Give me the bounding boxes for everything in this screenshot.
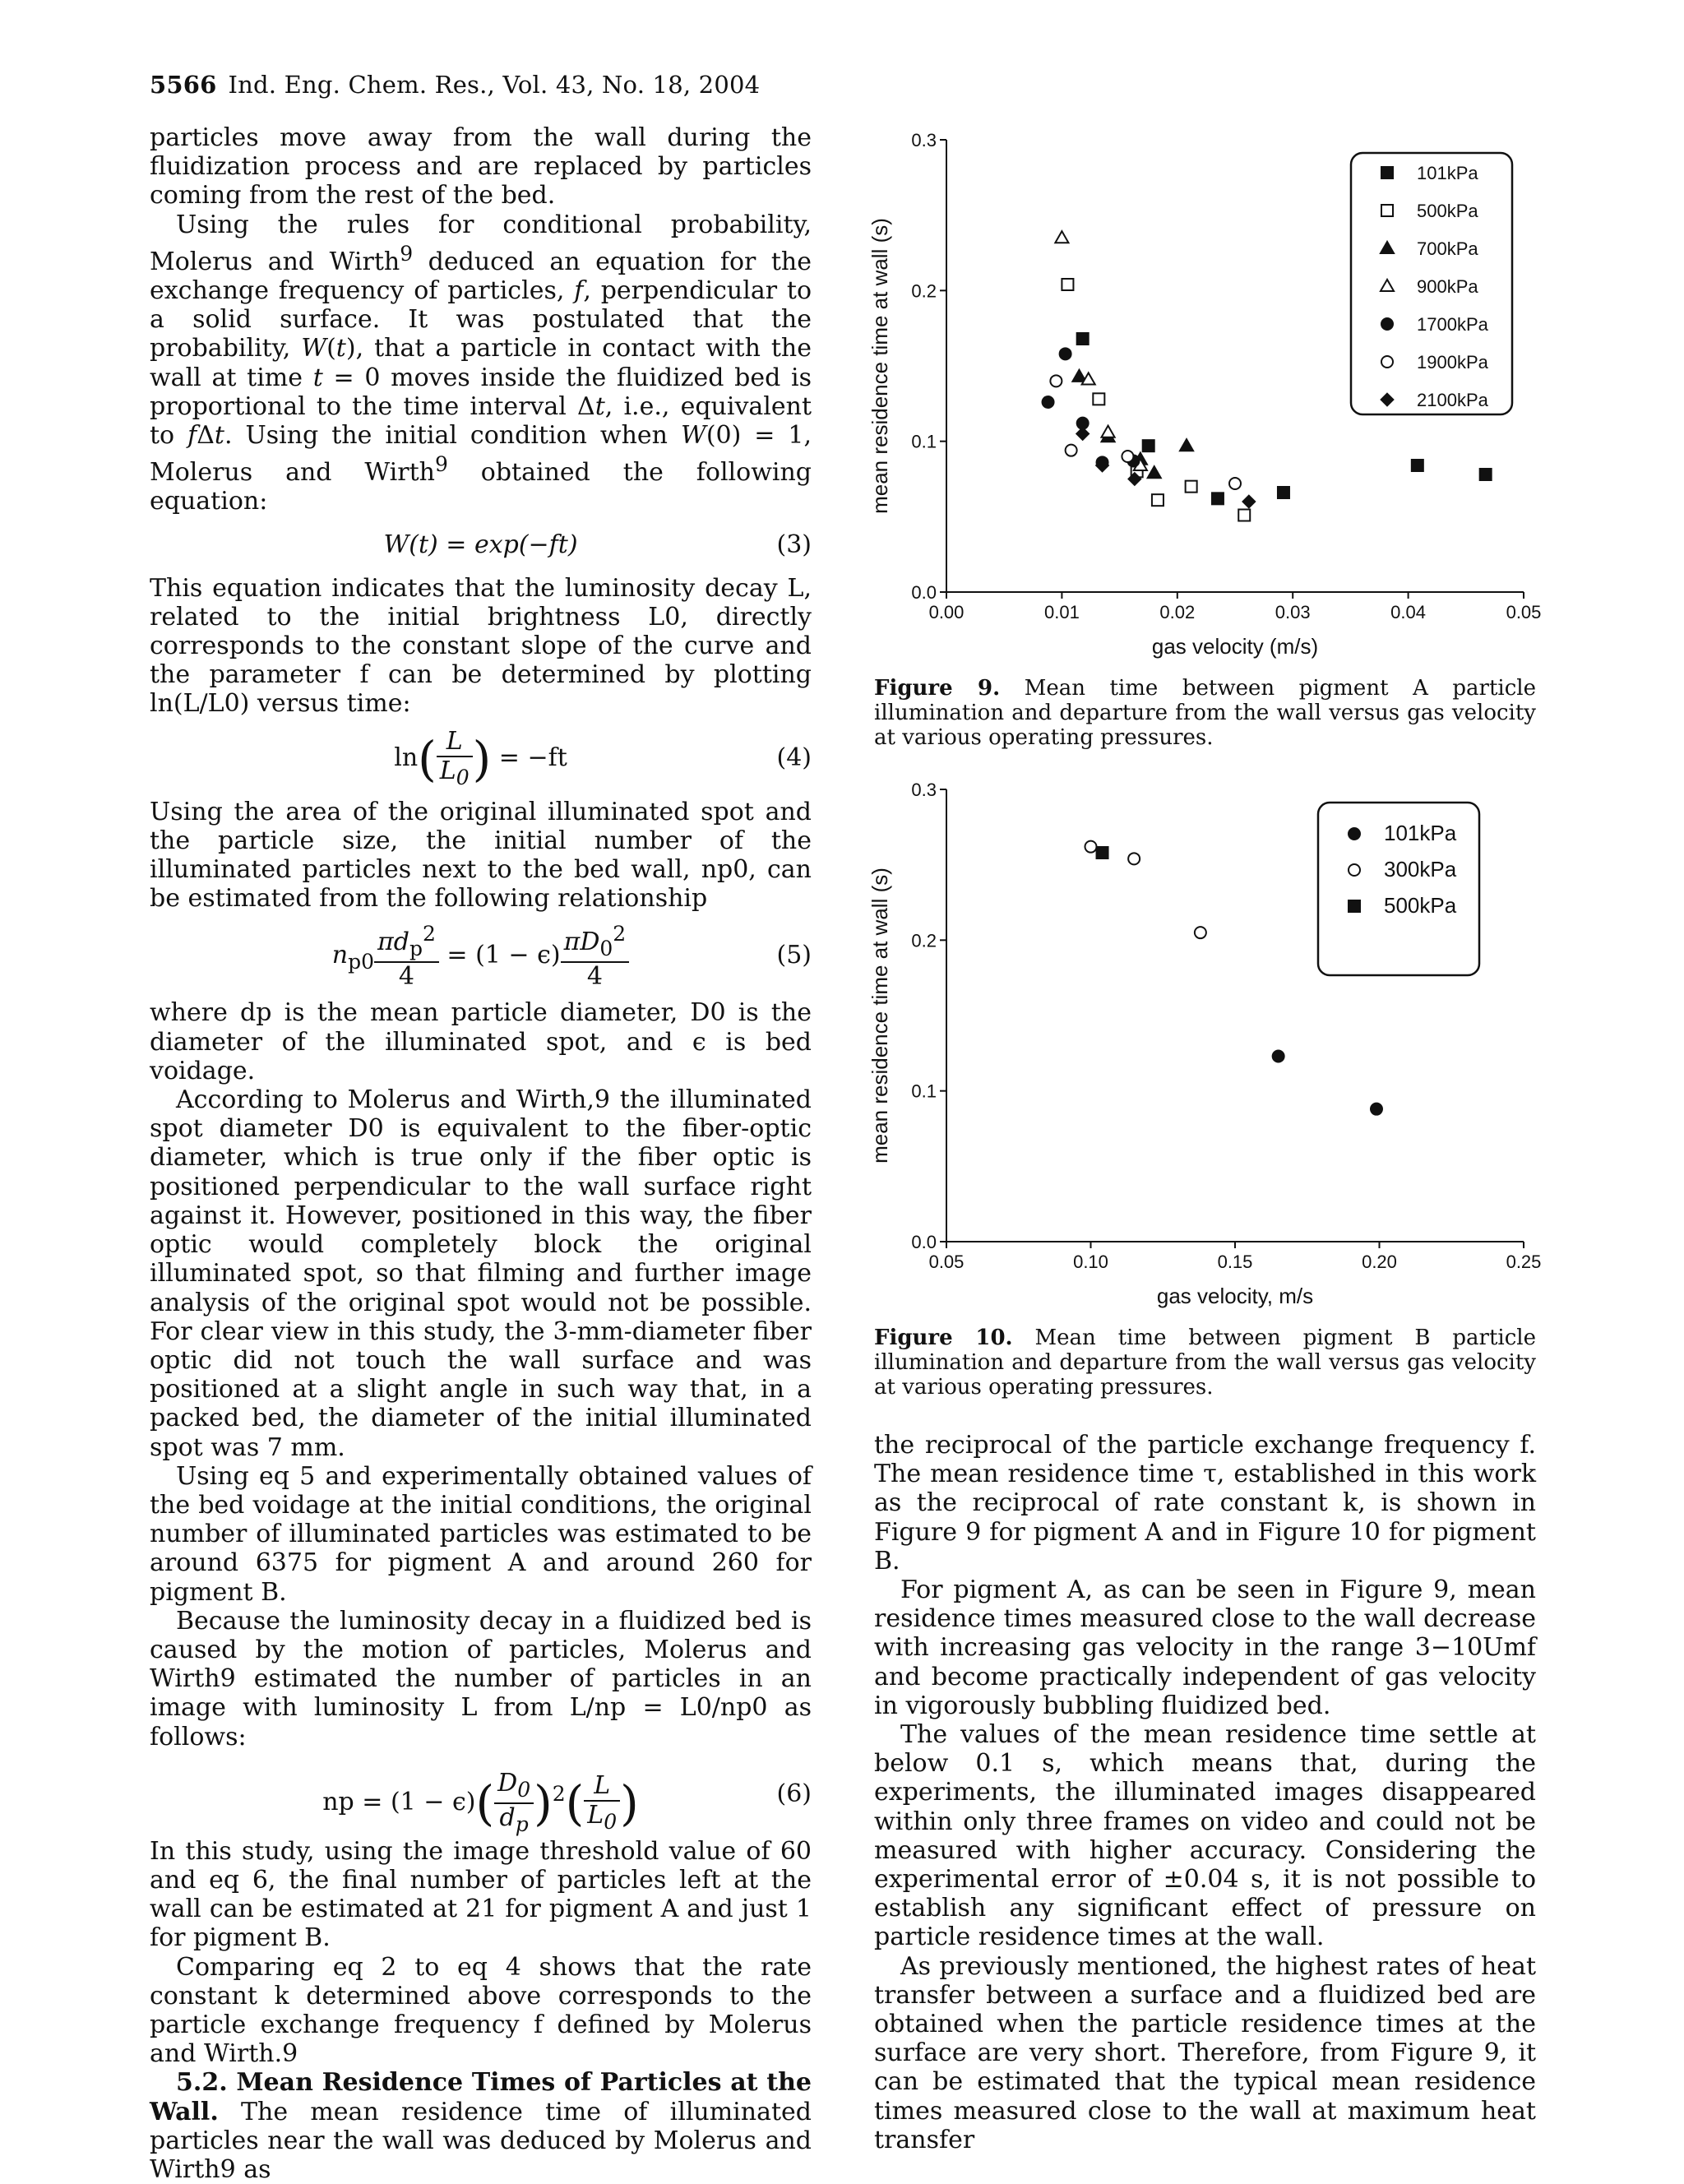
paragraph: As previously mentioned, the highest rates of heat transfer between a surface and a fluidized bed are obtained when the particle residence times at the surface are very short. Therefore, from Figure 9, it can be estimated that the typical mean residence times measured close to the wall at maximum heat transfer (874, 1951, 1536, 2154)
legend-label: 2100kPa (1417, 390, 1488, 410)
equation-4-rhs: = −ft (498, 743, 567, 772)
equation-5: $n_{p0}$ $\frac{\pi d_p^2}{4}$ = (1 − ϵ) $\frac{\pi D_0^2}{4}$ (5) (150, 913, 812, 998)
legend-label: 101kPa (1417, 163, 1478, 183)
equation-3-body: W(t) = exp(−ft) (383, 530, 578, 559)
y-tick-label: 0.0 (911, 1232, 937, 1252)
paragraph: Using the rules for conditional probability, Molerus and Wirth$^9$ deduced an equation for the exchange frequency of particles, f, perpendicular to a solid surface. It was postulated that the probability, W(t), that a particle in contact with the wall at time t = 0 moves inside the fluidized bed is proportional to the time interval Δt, i.e., equivalent to fΔt. Using the initial condition when W(0) = 1, Molerus and Wirth$^9$ obtained the following equation: (150, 210, 812, 516)
x-tick-label: 0.04 (1390, 602, 1427, 622)
y-tick-label: 0.0 (911, 582, 937, 603)
data-point-2100kPa (1242, 496, 1255, 508)
x-tick-label: 0.05 (928, 1252, 965, 1272)
data-point-101kPa (1273, 1051, 1284, 1062)
right-column (867, 123, 1542, 2163)
paragraph: In this study, using the image threshold value of 60 and eq 6, the final number of particles left at the wall can be estimated at 21 for pigment A and just 1 for pigment B. (150, 1836, 812, 1953)
data-point-101kPa (1412, 460, 1423, 471)
data-point-900kPa (1055, 231, 1068, 243)
legend-label: 500kPa (1384, 893, 1457, 918)
data-point-1700kPa (1043, 396, 1054, 408)
legend-marker-1900kPa (1381, 356, 1393, 368)
equation-3-number: (3) (776, 530, 812, 559)
legend-label: 1700kPa (1417, 314, 1488, 335)
equation-5-number: (5) (776, 941, 812, 970)
x-axis-label: gas velocity (m/s) (1151, 634, 1319, 659)
figure-9-chart (867, 123, 1542, 666)
legend-marker-1700kPa (1381, 318, 1393, 330)
x-tick-label: 0.01 (1043, 602, 1080, 622)
equation-3 (150, 516, 812, 574)
legend-label: 300kPa (1384, 857, 1457, 881)
data-point-2100kPa (1076, 428, 1089, 440)
y-tick-label: 0.1 (911, 431, 937, 452)
data-point-500kPa (1062, 279, 1073, 290)
page-number: 5566 (150, 71, 217, 99)
paragraph: where dp is the mean particle diameter, D0 is the diameter of the illuminated spot, and ϵ is bed voidage. (150, 998, 812, 1085)
data-point-500kPa (1152, 494, 1164, 506)
data-point-1900kPa (1066, 445, 1077, 456)
paragraph: The values of the mean residence time settle at below 0.1 s, which means that, during the experiments, the illuminated images disappeared within only three frames on video and could not be measured with higher accuracy. Considering the experimental error of ±0.04 s, it is not possible to establish any significant effect of pressure on particle residence times at the wall. (874, 1720, 1536, 1952)
journal-citation: Ind. Eng. Chem. Res., Vol. 43, No. 18, 2004 (228, 71, 761, 99)
data-point-101kPa (1371, 1104, 1382, 1115)
equation-4-number: (4) (776, 743, 812, 772)
y-axis-label: mean residence time at wall (s) (867, 218, 892, 514)
data-point-101kPa (1212, 493, 1224, 504)
figure-10-caption: Figure 10. Mean time between pigment B particle illumination and departure from the wall versus gas velocity at various operating pressures. (874, 1326, 1536, 1400)
x-tick-label: 0.05 (1506, 602, 1542, 622)
equation-6: np = (1 − ϵ)( $\frac{D_0}{d_p}$ )$^2$( $\frac{L}{L_0}$ ) (6) (150, 1751, 812, 1837)
data-point-1900kPa (1122, 451, 1133, 462)
data-point-300kPa (1195, 927, 1206, 938)
data-point-101kPa (1480, 469, 1492, 480)
equation-4: ln( $\frac{L}{L_0}$ ) = −ft (4) (150, 719, 812, 798)
x-tick-label: 0.00 (928, 602, 965, 622)
data-point-700kPa (1148, 466, 1161, 478)
x-axis-label: gas velocity, m/s (1156, 1284, 1314, 1308)
paragraph: This equation indicates that the luminosity decay L, related to the initial brightness L0, directly corresponds to the constant slope of the curve and the parameter f can be determined by plotting ln(L/L0) versus time: (150, 573, 812, 719)
figure-10-chart (867, 773, 1542, 1316)
right-column-text (874, 1431, 1536, 2154)
paragraph: 5.2. Mean Residence Times of Particles at the Wall. The mean residence time of illuminated particles near the wall was deduced by Molerus and Wirth9 as (150, 2068, 812, 2184)
paragraph: Comparing eq 2 to eq 4 shows that the rate constant k determined above corresponds to the particle exchange frequency f defined by Molerus and Wirth.9 (150, 1952, 812, 2069)
equation-6-lhs: np = (1 − ϵ) (322, 1787, 476, 1816)
x-tick-label: 0.15 (1217, 1252, 1253, 1272)
x-tick-label: 0.25 (1506, 1252, 1542, 1272)
y-tick-label: 0.3 (911, 780, 937, 800)
paragraph: According to Molerus and Wirth,9 the illuminated spot diameter D0 is equivalent to the fiber-optic diameter, which is true only if the fiber optic is positioned perpendicular to the wall surface right against it. However, positioned in this way, the fiber optic would completely block the original illuminated spot, so that filming and further image analysis of the original spot would not be possible. For clear view in this study, the 3-mm-diameter fiber optic did not touch the wall surface and was positioned at a slight angle in such way that, in a packed bed, the diameter of the initial illuminated spot was 7 mm. (150, 1085, 812, 1462)
legend-marker-500kPa (1381, 205, 1393, 216)
paragraph: Because the luminosity decay in a fluidized bed is caused by the motion of particles, Molerus and Wirth9 estimated the number of particles in an image with luminosity L from L/np = L0/np0 as follows: (150, 1606, 812, 1751)
data-point-300kPa (1085, 841, 1097, 853)
data-point-1900kPa (1229, 478, 1241, 489)
equation-6-number: (6) (776, 1779, 812, 1808)
x-tick-label: 0.10 (1073, 1252, 1108, 1272)
data-point-1900kPa (1050, 375, 1062, 386)
y-tick-label: 0.2 (911, 930, 937, 951)
figure-9-caption: Figure 9. Mean time between pigment A particle illumination and departure from the wall versus gas velocity at various operating pressures. (874, 676, 1536, 750)
x-tick-label: 0.20 (1362, 1252, 1397, 1272)
y-tick-label: 0.3 (911, 130, 937, 150)
x-tick-label: 0.03 (1275, 602, 1311, 622)
data-point-500kPa (1097, 847, 1108, 858)
paragraph: For pigment A, as can be seen in Figure 9, mean residence times measured close to the wall decrease with increasing gas velocity in the range 3−10Umf and become practically independent of gas velocity in vigorously bubbling fluidized bed. (874, 1576, 1536, 1720)
paragraph: the reciprocal of the particle exchange frequency f. The mean residence time τ, established in this work as the reciprocal of rate constant k, is shown in Figure 9 for pigment A and in Figure 10 for pigment B. (874, 1431, 1536, 1576)
legend-label: 500kPa (1417, 201, 1478, 221)
y-tick-label: 0.2 (911, 280, 937, 302)
legend-marker-101kPa (1349, 828, 1360, 840)
data-point-500kPa (1186, 481, 1197, 493)
x-tick-label: 0.02 (1159, 602, 1196, 622)
paragraph: Using the area of the original illuminated spot and the particle size, the initial number of the illuminated particles next to the bed wall, np0, can be estimated from the following relationship (150, 797, 812, 914)
data-point-101kPa (1278, 487, 1289, 498)
legend-label: 1900kPa (1417, 352, 1488, 372)
y-tick-label: 0.1 (911, 1080, 937, 1102)
equation-5-mid: = (1 − ϵ) (446, 941, 561, 970)
data-point-300kPa (1128, 853, 1140, 864)
legend-marker-300kPa (1349, 864, 1360, 876)
section-heading: 5.2. Mean Residence Times of Particles at the Wall. (150, 2068, 812, 2126)
data-point-500kPa (1093, 393, 1104, 405)
legend-marker-101kPa (1381, 167, 1393, 178)
data-point-1700kPa (1060, 348, 1071, 359)
legend-label: 700kPa (1417, 238, 1478, 259)
paragraph: Using eq 5 and experimentally obtained values of the bed voidage at the initial conditions, the original number of illuminated particles was estimated to be around 6375 for pigment A and around 260 for pigment B. (150, 1461, 812, 1607)
data-point-101kPa (1143, 440, 1154, 451)
data-point-101kPa (1077, 333, 1089, 345)
paragraph: particles move away from the wall during the fluidization process and are replaced by particles coming from the rest of the bed. (150, 123, 812, 211)
legend-marker-500kPa (1349, 900, 1360, 912)
left-column (150, 123, 812, 2184)
legend-label: 900kPa (1417, 276, 1478, 297)
y-axis-label: mean residence time at wall (s) (867, 868, 892, 1164)
data-point-900kPa (1102, 426, 1115, 437)
data-point-500kPa (1238, 510, 1250, 521)
data-point-700kPa (1180, 439, 1193, 451)
legend-label: 101kPa (1384, 821, 1457, 845)
running-head (150, 71, 760, 99)
